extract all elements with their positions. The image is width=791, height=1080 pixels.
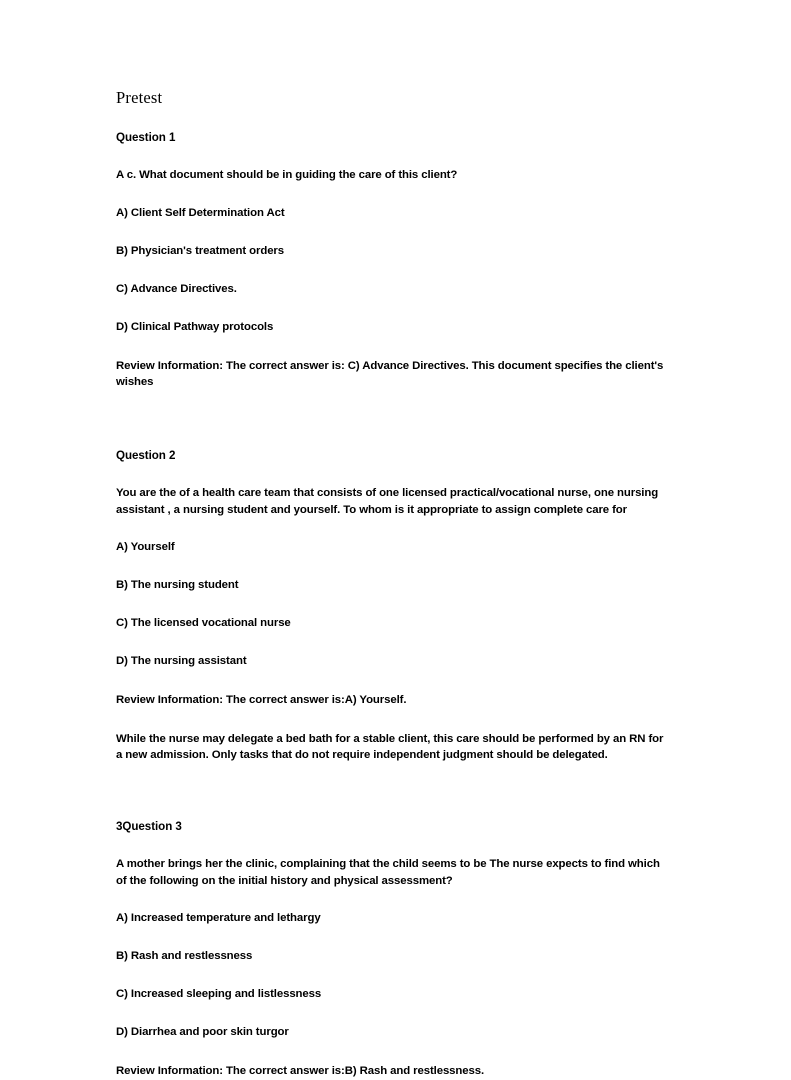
question-block-3 [116, 820, 667, 1080]
question-heading-3: 3Question 3 [116, 819, 182, 833]
question-3-option-d[interactable]: D) Diarrhea and poor skin turgor [116, 1026, 289, 1039]
question-2-option-d[interactable]: D) The nursing assistant [116, 655, 247, 668]
question-stem-3: A mother brings her the clinic, complaining that the child seems to be The nurse expects to find which of the following on the initial history and physical assessment? [116, 858, 660, 887]
question-1-option-a[interactable]: A) Client Self Determination Act [116, 206, 285, 219]
page-title: Pretest [116, 88, 163, 107]
question-1-review-information: Review Information: The correct answer is: C) Advance Directives. This document specifies the client's wishes [116, 359, 664, 389]
question-1-option-d[interactable]: D) Clinical Pathway protocols [116, 320, 274, 333]
question-stem-2: You are the of a health care team that consists of one licensed practical/vocational nurse, one nursing assistant , a nursing student and yourself. To whom is it appropriate to assign complete care for [116, 487, 659, 516]
question-2-review-information: Review Information: The correct answer is:A) Yourself. [116, 694, 407, 707]
question-heading-2: Question 2 [116, 448, 176, 462]
question-block-2 [116, 449, 667, 764]
question-block-1 [116, 131, 667, 391]
question-heading-1: Question 1 [116, 130, 176, 144]
question-2-option-b[interactable]: B) The nursing student [116, 579, 239, 592]
question-3-review-information: Review Information: The correct answer is:B) Rash and restlessness. [116, 1065, 485, 1078]
question-2-rationale: While the nurse may delegate a bed bath for a stable client, this care should be performed by an RN for a new admission. Only tasks that do not require independent judgment should be delegated. [116, 732, 664, 762]
question-1-option-c[interactable]: C) Advance Directives. [116, 282, 237, 295]
question-3-option-a[interactable]: A) Increased temperature and lethargy [116, 912, 321, 925]
question-3-option-c[interactable]: C) Increased sleeping and listlessness [116, 988, 322, 1001]
section-spacer-1 [116, 401, 667, 449]
question-stem-1: A c. What document should be in guiding the care of this client? [116, 169, 458, 182]
section-spacer-2 [116, 764, 667, 820]
question-2-option-a[interactable]: A) Yourself [116, 541, 175, 554]
question-1-option-b[interactable]: B) Physician's treatment orders [116, 244, 284, 257]
question-3-option-b[interactable]: B) Rash and restlessness [116, 950, 253, 963]
question-2-option-c[interactable]: C) The licensed vocational nurse [116, 617, 291, 630]
